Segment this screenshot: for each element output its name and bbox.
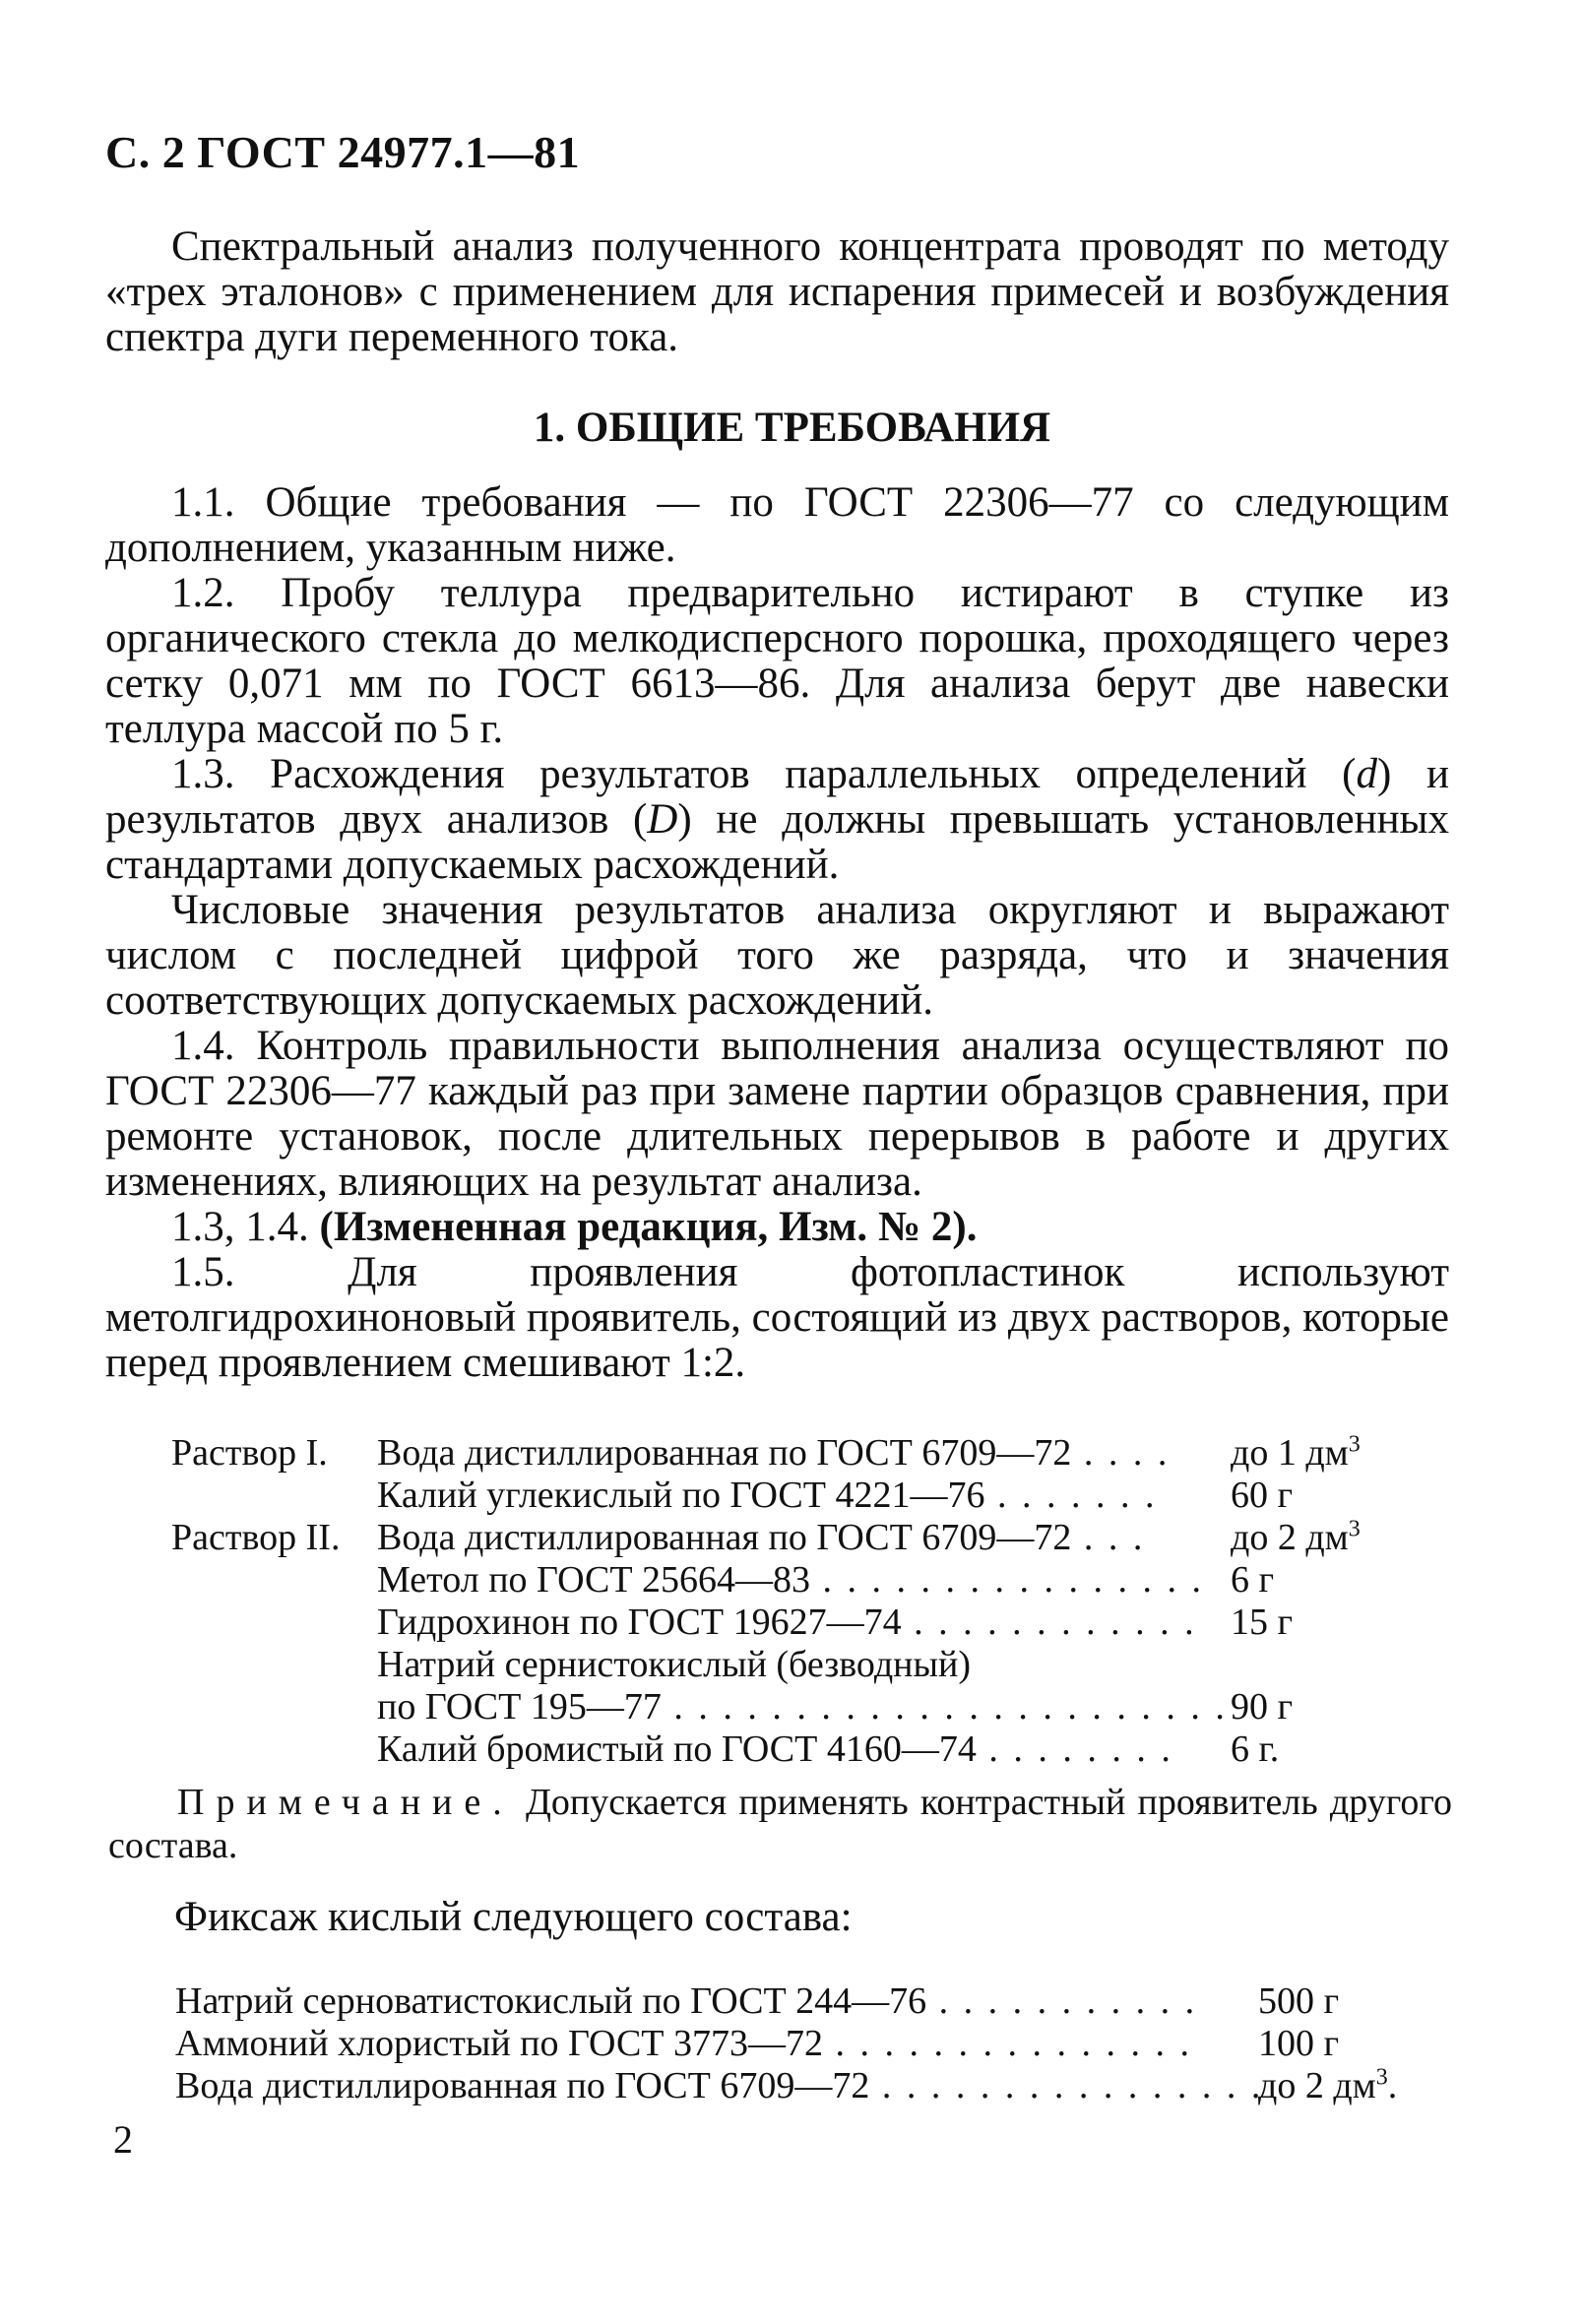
ingredient-name: Гидрохинон по ГОСТ 19627—74: [377, 1602, 902, 1643]
recipe-label: Раствор I.: [171, 1432, 328, 1474]
leader-dots: . . . . . . . . . . . . . . .: [823, 2023, 1193, 2064]
recipe-amount: [1231, 1728, 1279, 1771]
recipe-ingredient: [377, 1644, 1401, 1686]
ingredient-name: Вода дистиллированная по ГОСТ 6709—72: [377, 1517, 1072, 1558]
leader-dots: . . . . . . . . . . . . . . . .: [810, 1559, 1205, 1601]
recipe-label: Раствор II.: [171, 1517, 341, 1558]
recipe-amount: [1231, 1559, 1274, 1602]
amount-value: 15 г: [1231, 1602, 1294, 1643]
amount-value: до 1 дм: [1231, 1432, 1349, 1474]
recipe-row: [171, 1517, 1451, 1559]
fixer-heading: Фиксаж кислый следующего состава:: [174, 1894, 853, 1940]
note-text: Допускается применять контрастный проявитель другого состава.: [108, 1782, 1452, 1866]
paragraph-1-4: 1.4. Контроль правильности выполнения анализа осуществляют по ГОСТ 22306—77 каждый раз при замене партии образцов сравнения, при ремонте установок, после длительных перерывов в работе и других изменениях, влияющих на результат анализа.: [105, 1023, 1449, 1205]
recipe-amount: [1231, 1432, 1361, 1475]
ingredient-name: Натрий серноватистокислый по ГОСТ 244—76: [175, 1980, 927, 2022]
amount-value: 6 г.: [1231, 1728, 1280, 1770]
symbol-d: d: [1356, 751, 1378, 797]
amount-value: до 2 дм: [1231, 1517, 1349, 1558]
section-body: [105, 480, 1449, 1386]
amount-value: 60 г: [1231, 1475, 1294, 1516]
developer-recipe-table: [171, 1432, 1451, 1771]
fixer-recipe-table: [175, 1980, 1455, 2107]
leader-dots: . . . . . . . . . . . .: [901, 1602, 1197, 1643]
recipe-row: [171, 1686, 1451, 1728]
recipe-row: [171, 1728, 1451, 1771]
p13-part-b: ) и результатов двух анализов (: [105, 751, 1449, 843]
amendment-note: [105, 1205, 1449, 1250]
recipe-amount: [1231, 1475, 1293, 1517]
paragraph-1-3: [105, 752, 1449, 888]
recipe-amount: [1231, 1602, 1293, 1644]
amount-sup: 3: [1348, 1516, 1361, 1542]
fixer-ingredient: [175, 2023, 1219, 2065]
paragraph-rounding: Числовые значения результатов анализа округляют и выражают числом с последней цифрой того же разряда, что и значения соответствующих допускаемых расхождений.: [105, 887, 1449, 1024]
note-label: Примечание.: [177, 1782, 514, 1823]
amendment-ref: 1.3, 1.4.: [171, 1204, 309, 1250]
fixer-amount: [1258, 1980, 1339, 2023]
ingredient-name: Натрий сернистокислый (безводный): [377, 1644, 972, 1685]
recipe-amount: [1231, 1686, 1293, 1728]
page-number: 2: [113, 2117, 133, 2162]
section-heading: 1. ОБЩИЕ ТРЕБОВАНИЯ: [533, 405, 1051, 451]
intro-text: Спектральный анализ полученного концентрата проводят по методу «трех эталонов» с применением для испарения примесей и возбуждения спектра дуги переменного тока.: [105, 223, 1449, 360]
ingredient-name: Аммоний хлористый по ГОСТ 3773—72: [175, 2023, 824, 2064]
ingredient-name: Калий углекислый по ГОСТ 4221—76: [377, 1475, 985, 1516]
amount-value: 500 г: [1258, 1980, 1340, 2022]
p13-part-c: ) не должны превышать установленных стандартами допускаемых расхождений.: [105, 796, 1449, 888]
leader-dots: . . . . . . . . . . . . . . . . . . . . . . .: [661, 1686, 1228, 1727]
leader-dots: . . . . . . .: [984, 1475, 1158, 1516]
fixer-row: [175, 2065, 1455, 2107]
recipe-row: [171, 1602, 1451, 1644]
fixer-amount: [1258, 2065, 1397, 2107]
paragraph-1-2: 1.2. Пробу теллура предварительно истирают в ступке из органического стекла до мелкодисперсного порошка, проходящего через сетку 0,071 мм по ГОСТ 6613—86. Для анализа берут две навески теллура массой по 5 г.: [105, 570, 1449, 752]
paragraph-1-5: 1.5. Для проявления фотопластинок используют метолгидрохиноновый проявитель, состоящий из двух растворов, которые перед проявлением смешивают 1:2.: [105, 1249, 1449, 1386]
recipe-row: [171, 1475, 1451, 1517]
fixer-row: [175, 1980, 1455, 2023]
recipe-row: [171, 1559, 1451, 1602]
ingredient-name: Вода дистиллированная по ГОСТ 6709—72: [175, 2065, 870, 2106]
amount-sup: 3: [1375, 2064, 1388, 2091]
fixer-ingredient: [175, 1980, 1219, 2023]
leader-dots: . . . .: [1071, 1432, 1171, 1474]
amount-value: 6 г: [1231, 1559, 1275, 1601]
leader-dots: . . . . . . . . . . . . . . . .: [869, 2065, 1264, 2106]
amount-value: 100 г: [1258, 2023, 1340, 2064]
note-paragraph: [108, 1781, 1452, 1867]
recipe-row: [171, 1432, 1451, 1475]
paragraph-1-1: 1.1. Общие требования — по ГОСТ 22306—77 со следующим дополнением, указанным ниже.: [105, 479, 1449, 571]
ingredient-name: Калий бромистый по ГОСТ 4160—74: [377, 1728, 977, 1770]
fixer-ingredient: [175, 2065, 1264, 2107]
ingredient-name: Вода дистиллированная по ГОСТ 6709—72: [377, 1432, 1072, 1474]
amount-sup: 3: [1348, 1431, 1361, 1458]
amount-value: до 2 дм: [1258, 2065, 1376, 2106]
amount-value: 90 г: [1231, 1686, 1294, 1727]
amendment-text: (Измененная редакция, Изм. № 2).: [319, 1204, 978, 1250]
leader-dots: . . . . . . . . . . .: [926, 1980, 1198, 2022]
leader-dots: . . . . . . . .: [976, 1728, 1173, 1770]
fixer-row: [175, 2023, 1455, 2065]
intro-paragraph: [105, 224, 1449, 360]
ingredient-name: Метол по ГОСТ 25664—83: [377, 1559, 811, 1601]
recipe-amount: [1231, 1517, 1361, 1559]
p13-part-a: 1.3. Расхождения результатов параллельных определений (: [171, 751, 1357, 797]
symbol-D: D: [647, 796, 678, 843]
leader-dots: . . .: [1071, 1517, 1146, 1558]
ingredient-name: по ГОСТ 195—77: [377, 1686, 662, 1727]
fixer-amount: [1258, 2023, 1339, 2065]
recipe-row: [171, 1644, 1451, 1686]
running-head: С. 2 ГОСТ 24977.1—81: [105, 127, 581, 177]
amount-tail: .: [1387, 2065, 1398, 2106]
